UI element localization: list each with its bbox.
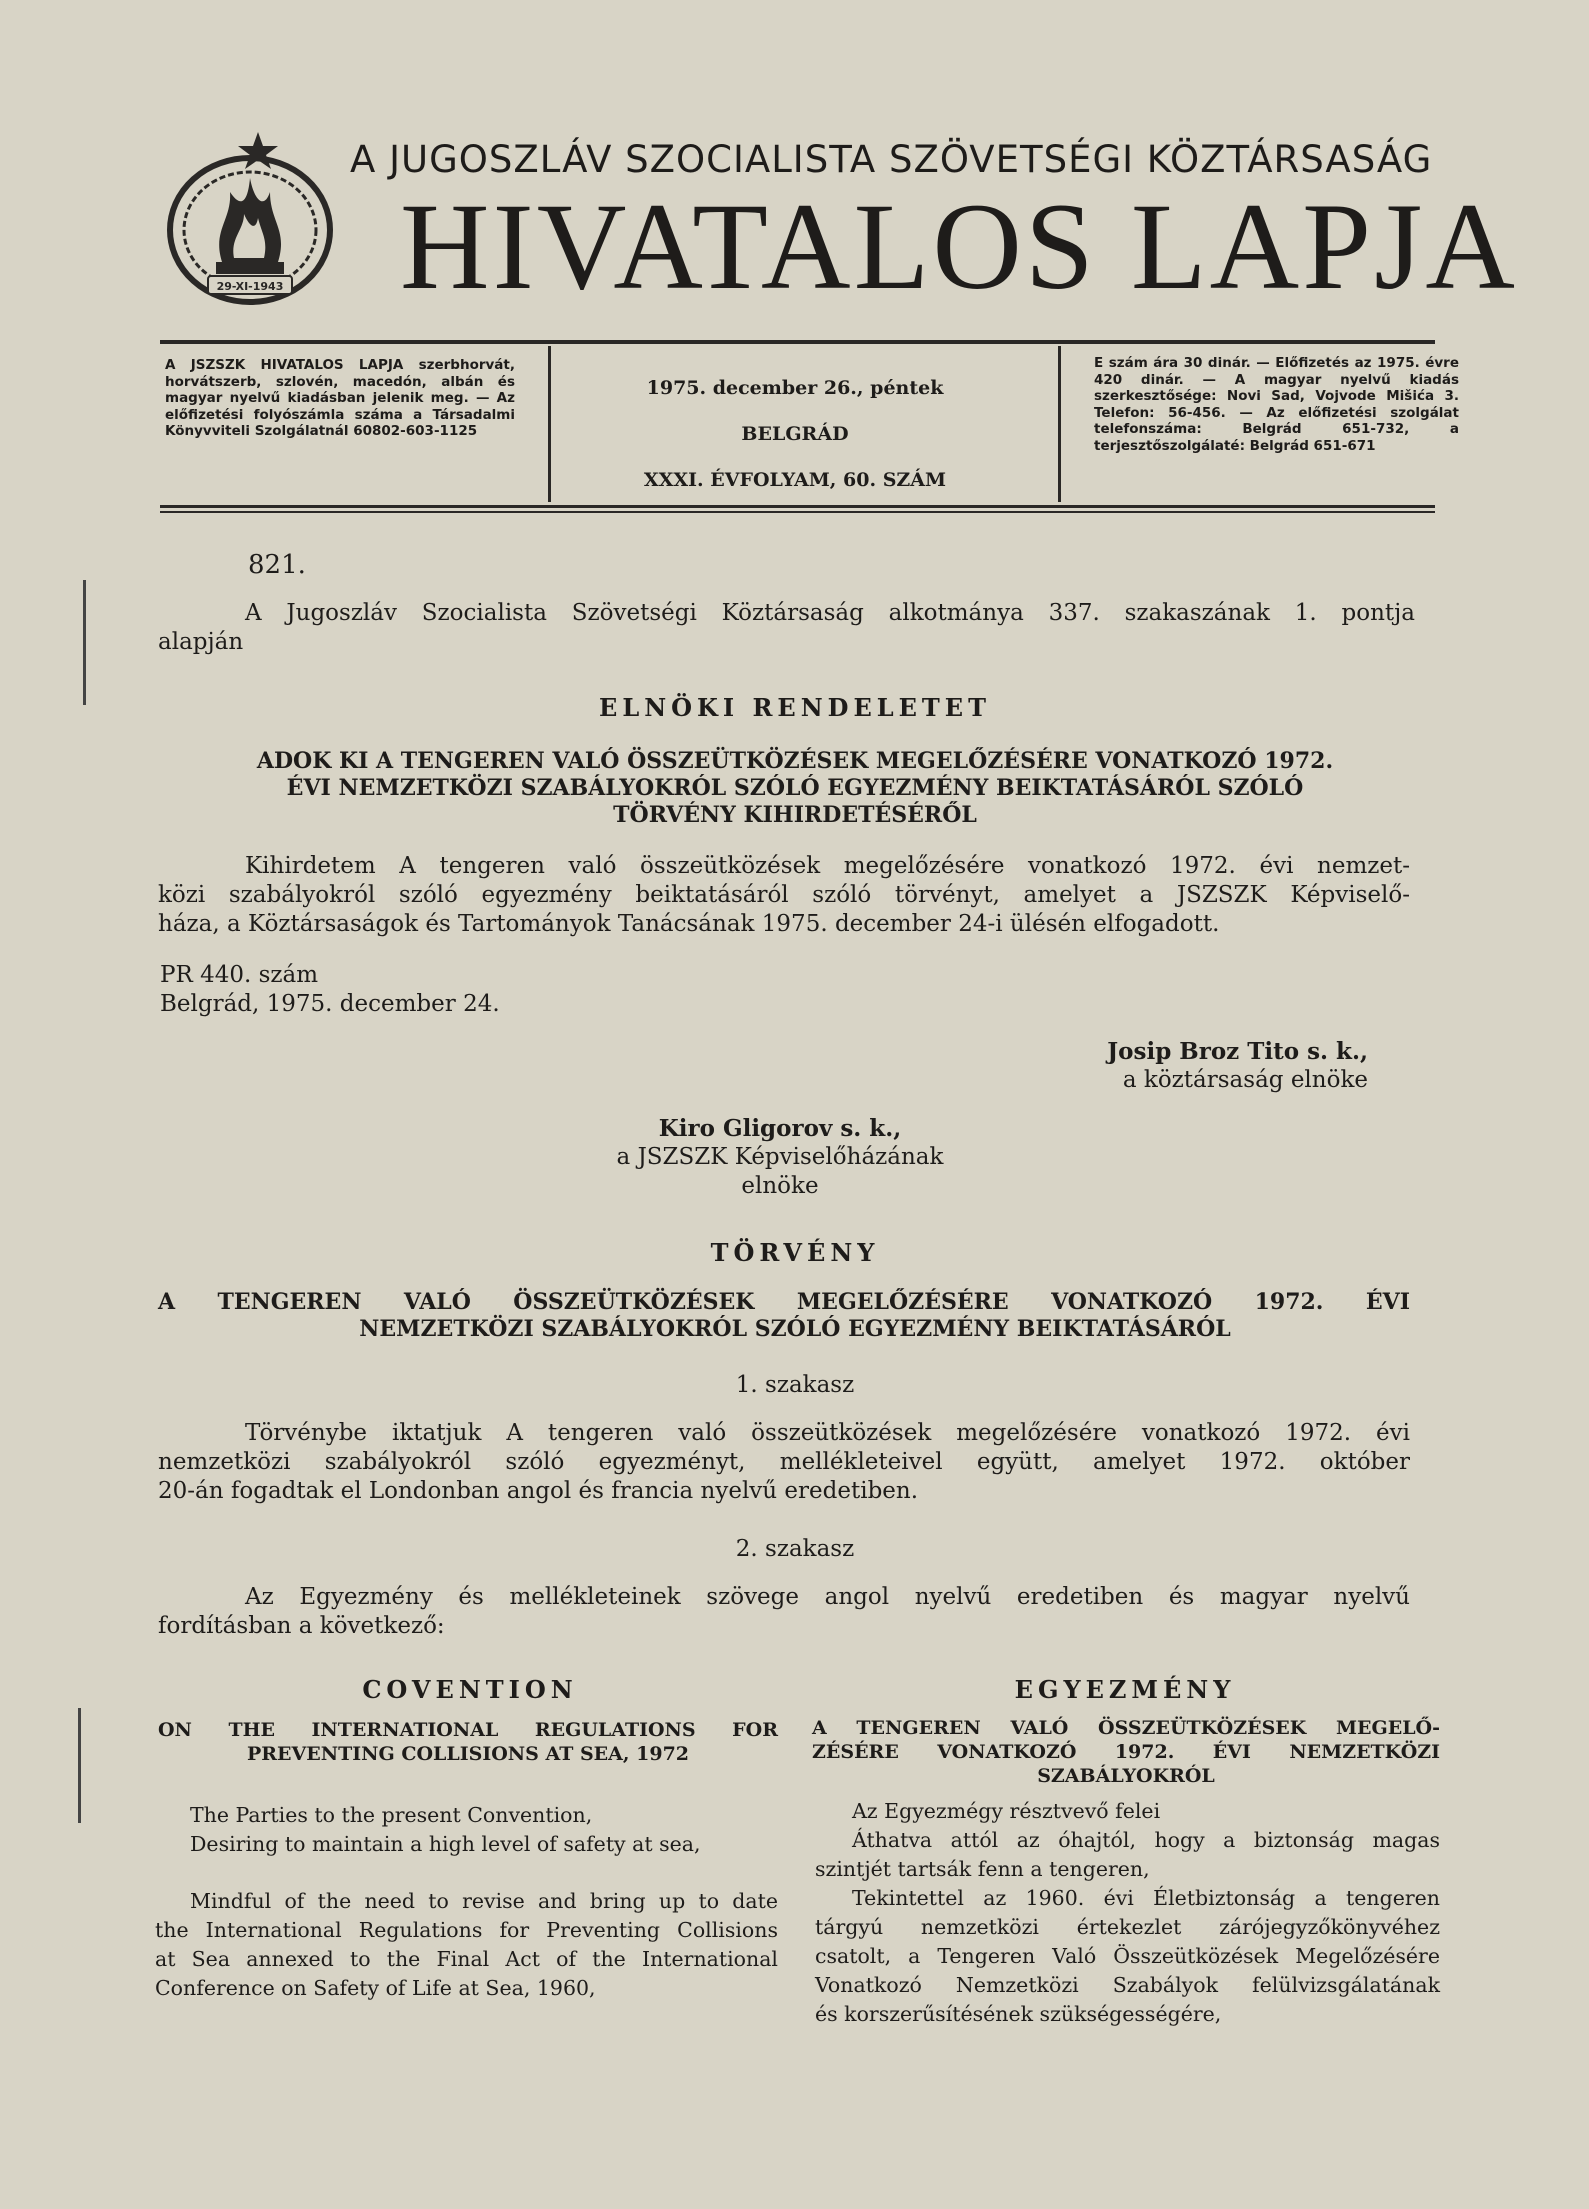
section-2-title: 2. szakasz: [735, 1536, 855, 1562]
section-1-line2: nemzetközi szabályokról szóló egyezményt, mellékleteivel együtt, amelyet 1972. október: [158, 1449, 1410, 1475]
masthead-top-title: A JUGOSZLÁV SZOCIALISTA SZÖVETSÉGI KÖZTÁRSASÁG: [350, 138, 1433, 181]
decree-subheading-line1: ADOK KI A TENGEREN VALÓ ÖSSZEÜTKÖZÉSEK MEGELŐZÉSÉRE VONATKOZÓ 1972.: [256, 748, 1334, 774]
egyezmeny-para-3-line4: Vonatkozó Nemzetközi Szabályok felülvizsgálatának: [815, 1973, 1440, 1997]
egyezmeny-para-3-line1: Tekintettel az 1960. évi Életbiztonság a tengeren: [852, 1886, 1440, 1910]
section-2-line2: fordításban a következő:: [158, 1613, 445, 1639]
law-heading: TÖRVÉNY: [710, 1238, 880, 1267]
info-left-text: A JSZSZK HIVATALOS LAPJA szerbhorvát, horvátszerb, szlovén, macedón, albán és magyar nyelvű kiadásban jelenik meg. — Az előfizetési folyószámla száma a Társadalmi Könyvviteli Szolgálatnál 60802-603-1125: [165, 357, 515, 439]
signature-1-name: Josip Broz Tito s. k.,: [1107, 1038, 1368, 1065]
decree-intro-line2: alapján: [158, 629, 244, 655]
divider: [160, 340, 1435, 344]
convention-para-3-line2: the International Regulations for Preventing Collisions: [155, 1918, 778, 1942]
egyezmeny-heading: EGYEZMÉNY: [1014, 1675, 1236, 1704]
margin-mark: [83, 580, 86, 705]
convention-para-3-line4: Conference on Safety of Life at Sea, 1960,: [155, 1976, 596, 2000]
decree-subheading-line2: ÉVI NEMZETKÖZI SZABÁLYOKRÓL SZÓLÓ EGYEZMÉNY BEIKTATÁSÁRÓL SZÓLÓ: [286, 775, 1304, 801]
decree-number: 821.: [248, 550, 306, 580]
convention-subheading-line1: ON THE INTERNATIONAL REGULATIONS FOR: [158, 1719, 778, 1741]
decree-body-line3: háza, a Köztársaságok és Tartományok Tanácsának 1975. december 24-i ülésén elfogadott.: [158, 911, 1220, 937]
info-right-text: E szám ára 30 dinár. — Előfizetés az 1975. évre 420 dinár. — A magyar nyelvű kiadás szerkesztősége: Novi Sad, Vojvode Mišića 3. Telefon: 56-456. — Az előfizetési szolgálat telefonszáma: Belgrád 651-732, a terjesztőszolgálaté: Belgrád 651-671: [1094, 355, 1459, 454]
decree-heading: ELNÖKI RENDELETET: [599, 693, 991, 722]
convention-heading: COVENTION: [362, 1675, 578, 1704]
margin-mark: [78, 1708, 81, 1823]
section-1-line3: 20-án fogadtak el Londonban angol és francia nyelvű eredetiben.: [158, 1478, 919, 1504]
masthead-main-title: HIVATALOS LAPJA: [400, 178, 1518, 315]
coat-of-arms-emblem: [160, 130, 340, 320]
signature-2-name: Kiro Gligorov s. k.,: [658, 1115, 902, 1142]
convention-para-3-line3: at Sea annexed to the Final Act of the International: [155, 1947, 778, 1971]
decree-place-date: Belgrád, 1975. december 24.: [160, 991, 500, 1017]
convention-para-3-line1: Mindful of the need to revise and bring up to date: [190, 1889, 778, 1913]
decree-reference: PR 440. szám: [160, 962, 319, 988]
egyezmeny-para-2-line1: Áthatva attól az óhajtól, hogy a biztonság magas: [852, 1828, 1440, 1852]
signature-1-title: a köztársaság elnöke: [1122, 1067, 1368, 1093]
section-2-line1: Az Egyezmény és mellékleteinek szövege angol nyelvű eredetiben és magyar nyelvű: [245, 1584, 1410, 1610]
issue-place: BELGRÁD: [741, 423, 849, 445]
convention-para-1: The Parties to the present Convention,: [190, 1803, 593, 1827]
divider: [160, 505, 1435, 508]
egyezmeny-subheading-line3: SZABÁLYOKRÓL: [1037, 1765, 1215, 1787]
info-center: [560, 365, 1030, 503]
divider: [160, 511, 1435, 513]
divider: [1058, 346, 1061, 502]
decree-subheading-line3: TÖRVÉNY KIHIRDETÉSÉRŐL: [613, 802, 977, 828]
law-subheading-line1: A TENGEREN VALÓ ÖSSZEÜTKÖZÉSEK MEGELŐZÉSÉRE VONATKOZÓ 1972. ÉVI: [158, 1289, 1410, 1315]
convention-subheading-line2: PREVENTING COLLISIONS AT SEA, 1972: [246, 1743, 690, 1765]
issue-date: 1975. december 26., péntek: [646, 377, 944, 399]
emblem-date: 29-XI-1943: [216, 280, 284, 293]
signature-2-title-line2: elnöke: [741, 1173, 819, 1199]
signature-2-title-line1: a JSZSZK Képviselőházának: [616, 1144, 944, 1170]
egyezmeny-para-3-line5: és korszerűsítésének szükségességére,: [815, 2002, 1222, 2026]
section-1-line1: Törvénybe iktatjuk A tengeren való összeütközések megelőzésére vonatkozó 1972. évi: [245, 1420, 1410, 1446]
egyezmeny-para-1: Az Egyezmégy résztvevő felei: [852, 1799, 1161, 1823]
egyezmeny-para-2-line2: szintjét tartsák fenn a tengeren,: [815, 1857, 1150, 1881]
law-subheading-line2: NEMZETKÖZI SZABÁLYOKRÓL SZÓLÓ EGYEZMÉNY BEIKTATÁSÁRÓL: [359, 1316, 1231, 1342]
egyezmeny-para-3-line3: csatolt, a Tengeren Való Összeütközések Megelőzésére: [815, 1944, 1440, 1968]
decree-intro-line1: A Jugoszláv Szocialista Szövetségi Köztársaság alkotmánya 337. szakaszának 1. pontja: [245, 600, 1415, 626]
decree-body-line1: Kihirdetem A tengeren való összeütközések megelőzésére vonatkozó 1972. évi nemzet-: [245, 853, 1410, 879]
decree-body-line2: közi szabályokról szóló egyezmény beiktatásáról szóló törvényt, amelyet a JSZSZK Képviselő-: [158, 882, 1410, 908]
issue-number: XXXI. ÉVFOLYAM, 60. SZÁM: [643, 469, 947, 491]
egyezmeny-para-3-line2: tárgyú nemzetközi értekezlet zárójegyzőkönyvéhez: [815, 1915, 1440, 1939]
egyezmeny-subheading-line1: A TENGEREN VALÓ ÖSSZEÜTKÖZÉSEK MEGELŐ-: [812, 1717, 1440, 1739]
egyezmeny-subheading-line2: ZÉSÉRE VONATKOZÓ 1972. ÉVI NEMZETKÖZI: [812, 1741, 1440, 1763]
convention-para-2: Desiring to maintain a high level of safety at sea,: [190, 1832, 701, 1856]
divider: [548, 346, 551, 502]
section-1-title: 1. szakasz: [735, 1372, 855, 1398]
